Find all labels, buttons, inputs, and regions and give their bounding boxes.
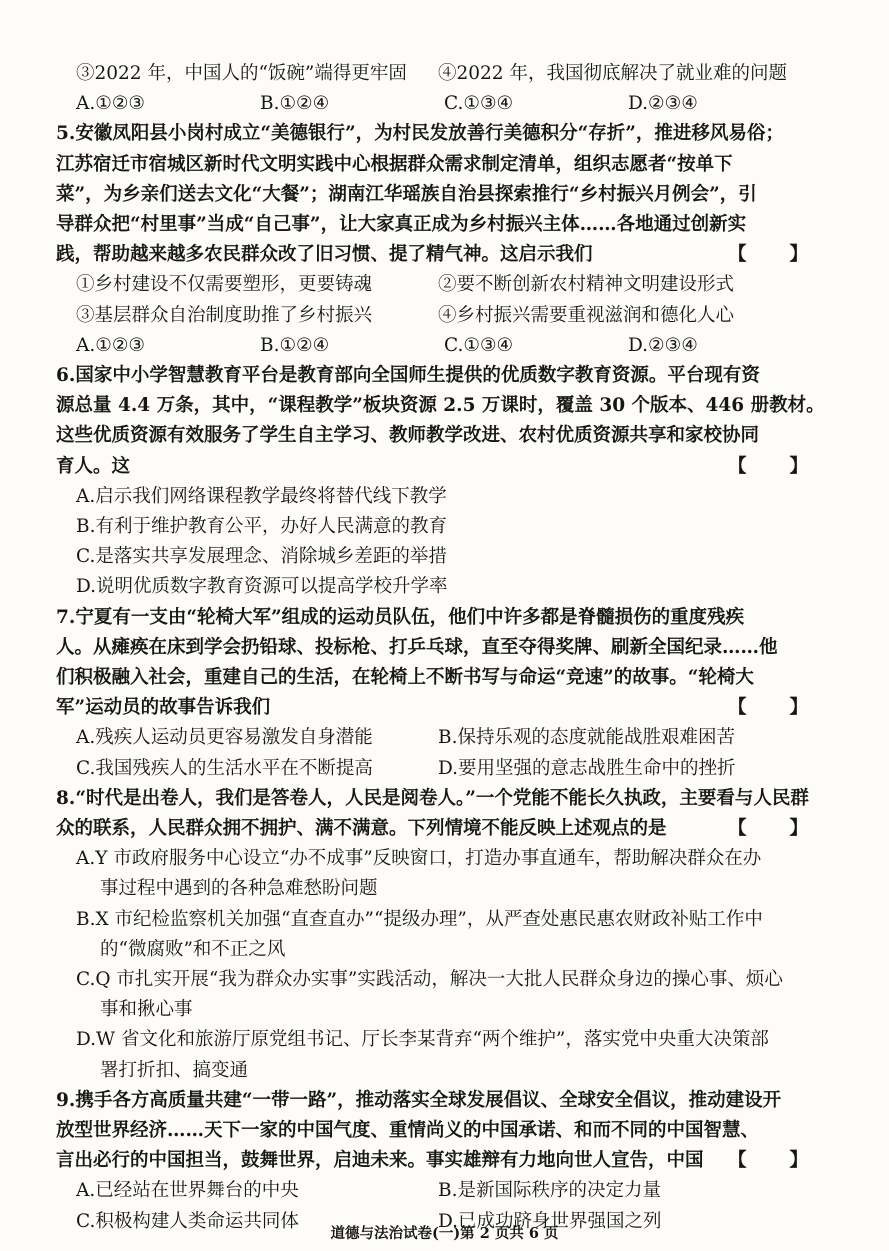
q8-answer-bracket[interactable]: 【 】	[728, 818, 808, 839]
q9-options-row	[76, 1208, 876, 1236]
q4-option-b[interactable]: B.①②④	[260, 93, 330, 115]
q8-stem-line: 8.“时代是出卷人，我们是答卷人，人民是阅卷人。”一个党能不能长久执政，主要看与人民群	[56, 787, 809, 809]
q8-option-b[interactable]: B.X 市纪检监察机关加强“直查直办”“提级办理”，从严查处惠民惠农财政补贴工作中	[76, 908, 763, 930]
q7-option-c[interactable]: C.我国残疾人的生活水平在不断提高	[76, 757, 373, 779]
q7-options-row2	[76, 755, 876, 783]
q6-stem-line: 这些优质资源有效服务了学生自主学习、教师教学改进、农村优质资源共享和家校协同	[56, 425, 760, 447]
q8-option-d-cont: 署打折扣、搞变通	[100, 1059, 249, 1081]
q4-statement-4: ④2022 年，我国彻底解决了就业难的问题	[438, 63, 787, 84]
q5-answer-bracket[interactable]: 【 】	[728, 244, 808, 266]
q7-answer-bracket[interactable]: 【 】	[728, 697, 808, 719]
q8-option-d[interactable]: D.W 省文化和旅游厅原党组书记、厅长李某背弃“两个维护”，落实党中央重大决策部	[76, 1029, 769, 1051]
q6-answer-bracket[interactable]: 【 】	[728, 455, 808, 477]
q8-option-a-cont: 事过程中遇到的各种急难愁盼问题	[100, 878, 378, 900]
q8-option-b-cont: 的“微腐败”和不正之风	[100, 938, 286, 960]
q9-stem-line: 9.携手各方高质量共建“一带一路”，推动落实全球发展倡议、全球安全倡议，推动建设开	[56, 1089, 782, 1111]
q9-stem-line: 言出必行的中国担当，鼓舞世界，启迪未来。事实雄辩有力地向世人宣告，中国	[56, 1150, 704, 1172]
q7-stem-line: 人。从瘫痪在床到学会扔铅球、投标枪、打乒乓球，直至夺得奖牌、刷新全国纪录……他	[56, 636, 778, 658]
q7-stem-line: 们积极融入社会，重建自己的生活，在轮椅上不断书写与命运“竞速”的故事。“轮椅大	[56, 667, 754, 688]
q5-statements-row1	[76, 271, 876, 299]
q9-option-a[interactable]: A.已经站在世界舞台的中央	[76, 1180, 299, 1202]
q9-answer-bracket[interactable]: 【 】	[728, 1150, 808, 1172]
q5-stem-line: 菜”，为乡亲们送去文化“大餐”；湖南江华瑶族自治县探索推行“乡村振兴月例会”，引	[56, 183, 757, 205]
q9-option-b[interactable]: B.是新国际秩序的决定力量	[438, 1180, 661, 1202]
q5-stem-line: 5.安徽凤阳县小岗村成立“美德银行”，为村民发放善行美德积分“存折”，推进移风易俗；	[56, 123, 784, 145]
page-footer: 道德与法治试卷(一)第 2 页共 6 页	[330, 1225, 559, 1242]
q5-option-a[interactable]: A.①②③	[76, 334, 145, 356]
q6-option-c[interactable]: C.是落实共享发展理念、消除城乡差距的举措	[76, 546, 447, 568]
q9-option-d[interactable]: D.已成功跻身世界强国之列	[438, 1210, 662, 1232]
q7-options-row1	[76, 724, 876, 752]
q9-option-c[interactable]: C.积极构建人类命运共同体	[76, 1210, 299, 1232]
q5-stem-line: 江苏宿迁市宿城区新时代文明实践中心根据群众需求制定清单，组织志愿者“按单下	[56, 153, 733, 175]
q9-options-row	[76, 1177, 876, 1205]
q5-statements-row2	[76, 302, 876, 330]
q4-statement-3: ③2022 年，中国人的“饭碗”端得更牢固	[76, 63, 407, 84]
q5-stem-line: 导群众把“村里事”当成“自己事”，让大家真正成为乡村振兴主体……各地通过创新实	[56, 214, 747, 235]
q4-statements	[76, 60, 876, 88]
q7-option-a[interactable]: A.残疾人运动员更容易激发自身潜能	[76, 727, 373, 749]
q4-option-c[interactable]: C.①③④	[444, 93, 514, 115]
q8-option-c-cont: 事和揪心事	[100, 999, 193, 1021]
q7-option-d[interactable]: D.要用坚强的意志战胜生命中的挫折	[438, 757, 736, 779]
q7-stem-line: 7.宁夏有一支由“轮椅大军”组成的运动员队伍，他们中许多都是脊髓损伤的重度残疾	[56, 606, 745, 628]
q5-option-b[interactable]: B.①②④	[260, 334, 330, 356]
q6-option-d[interactable]: D.说明优质数字教育资源可以提高学校升学率	[76, 576, 448, 598]
q5-options	[76, 332, 876, 360]
q5-statement-1: ①乡村建设不仅需要塑形，更要铸魂	[76, 274, 373, 296]
q4-option-d[interactable]: D.②③④	[628, 93, 698, 115]
q4-options	[76, 90, 876, 118]
q8-option-a[interactable]: A.Y 市政府服务中心设立“办不成事”反映窗口，打造办事直通车，帮助解决群众在办	[76, 848, 762, 870]
q8-option-c[interactable]: C.Q 市扎实开展“我为群众办实事”实践活动，解决一大批人民群众身边的操心事、烦心	[76, 969, 783, 990]
q6-stem-line: 源总量 4.4 万条，其中，“课程教学”板块资源 2.5 万课时，覆盖 30 个版本、446 册教材。	[56, 395, 825, 417]
q5-option-d[interactable]: D.②③④	[628, 334, 698, 356]
q4-option-a[interactable]: A.①②③	[76, 93, 145, 115]
q6-option-a[interactable]: A.启示我们网络课程教学最终将替代线下教学	[76, 485, 447, 507]
q5-statement-3: ③基层群众自治制度助推了乡村振兴	[76, 304, 373, 326]
q5-statement-2: ②要不断创新农村精神文明建设形式	[438, 274, 735, 296]
q5-statement-4: ④乡村振兴需要重视滋润和德化人心	[438, 304, 735, 326]
q6-stem-line: 6.国家中小学智慧教育平台是教育部向全国师生提供的优质数字教育资源。平台现有资	[56, 365, 760, 386]
q6-stem-line: 育人。这	[56, 455, 131, 477]
q6-option-b[interactable]: B.有利于维护教育公平，办好人民满意的教育	[76, 516, 447, 537]
q5-option-c[interactable]: C.①③④	[444, 334, 514, 356]
q9-stem-line: 放型世界经济……天下一家的中国气度、重情尚义的中国承诺、和而不同的中国智慧、	[56, 1120, 760, 1141]
q7-option-b[interactable]: B.保持乐观的态度就能战胜艰难困苦	[438, 727, 735, 749]
q8-stem-line: 众的联系，人民群众拥不拥护、满不满意。下列情境不能反映上述观点的是	[56, 818, 667, 839]
q7-stem-line: 军”运动员的故事告诉我们	[56, 697, 271, 719]
q5-stem-line: 践，帮助越来越多农民群众改了旧习惯、提了精气神。这启示我们	[56, 244, 593, 266]
